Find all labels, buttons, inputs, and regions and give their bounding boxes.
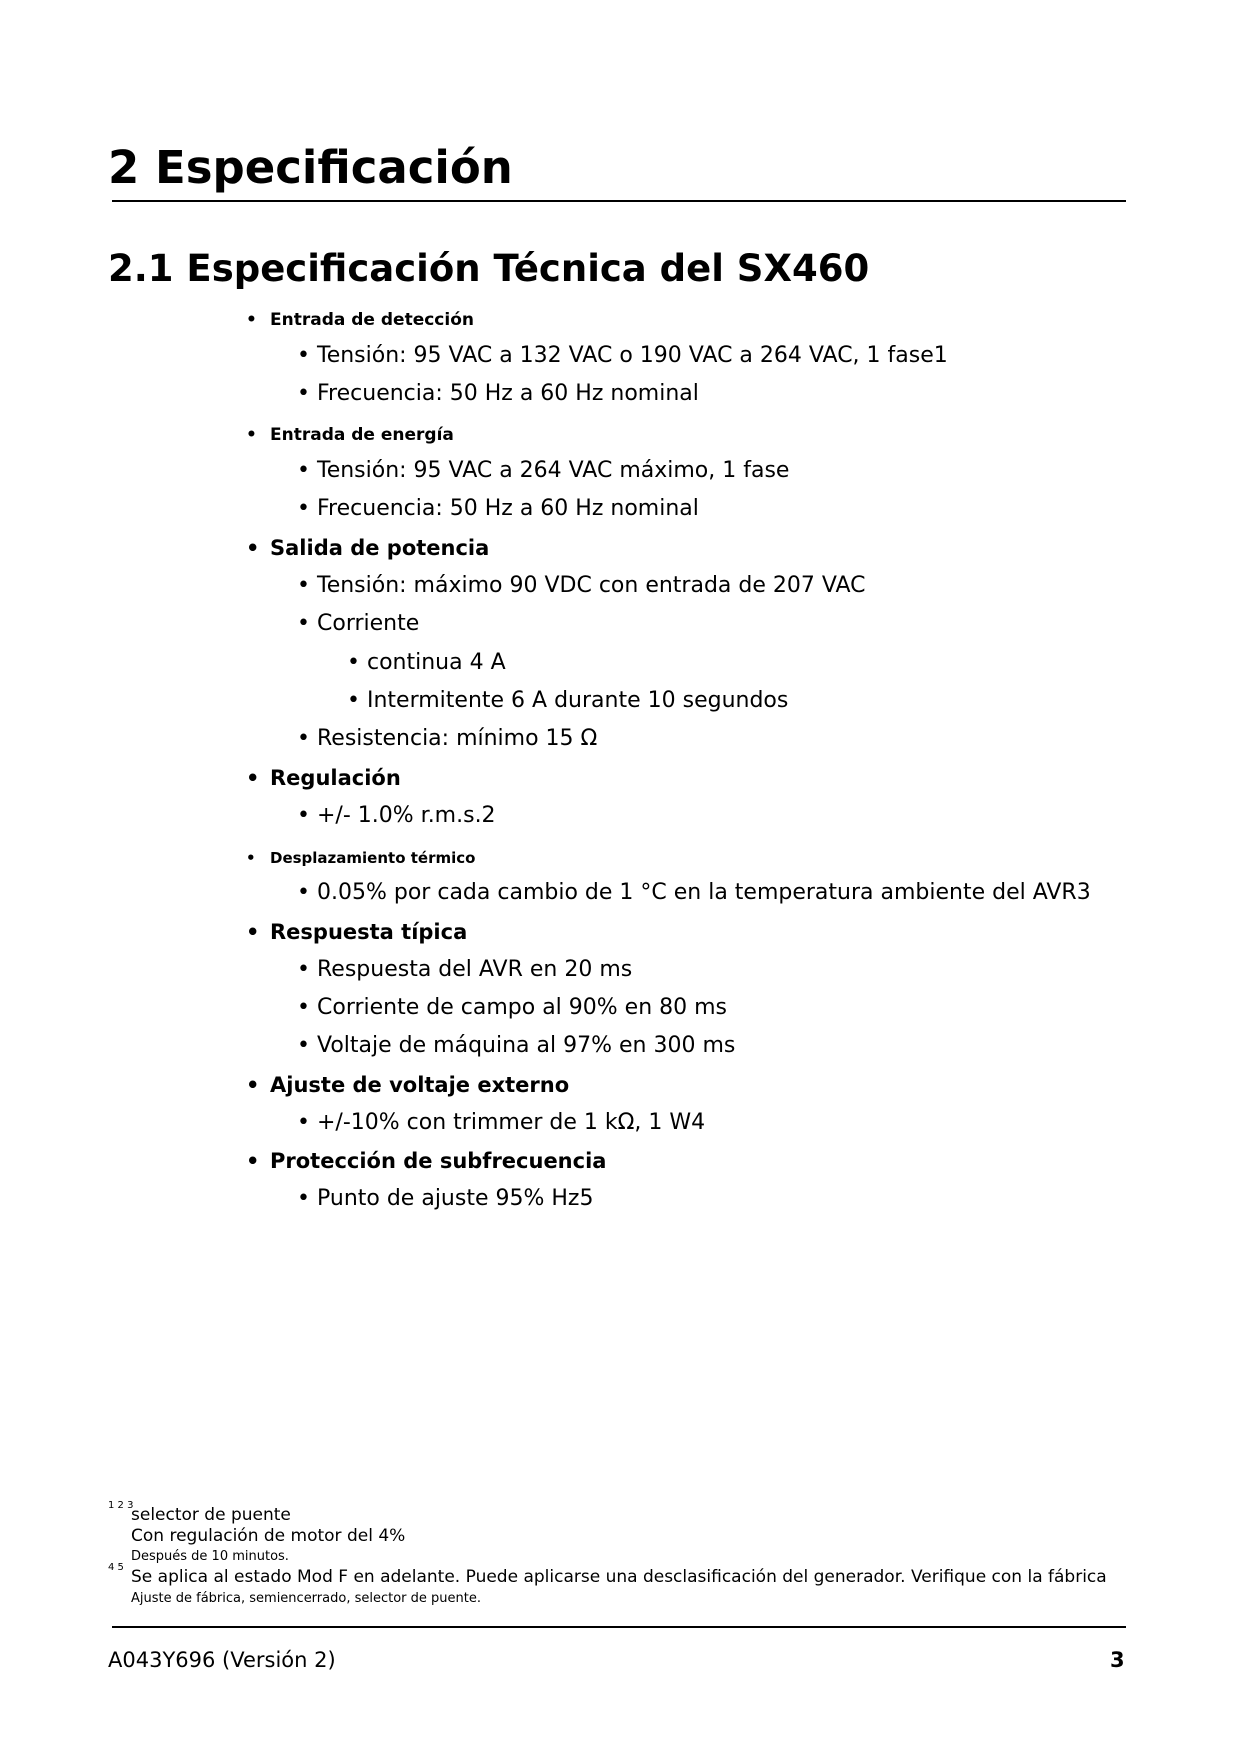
section-title: 2.1 Especificación Técnica del SX460 — [108, 247, 870, 290]
spec-subitem: • Intermitente 6 A durante 10 segundos — [347, 688, 789, 713]
spec-item: • 0.05% por cada cambio de 1 °C en la temperatura ambiente del AVR3 — [297, 880, 1091, 905]
document-id: A043Y696 (Versión 2) — [108, 1648, 336, 1672]
footnote-text: Con regulación de motor del 4% — [131, 1526, 406, 1546]
footnote-text: selector de puente — [131, 1505, 291, 1525]
spec-item: • +/-10% con trimmer de 1 kΩ, 1 W4 — [297, 1110, 706, 1135]
spec-item: • +/- 1.0% r.m.s.2 — [297, 803, 496, 828]
chapter-divider — [112, 200, 1126, 202]
footer-divider — [112, 1626, 1126, 1628]
spec-item: • Corriente de campo al 90% en 80 ms — [297, 995, 728, 1020]
page-number: 3 — [1110, 1648, 1125, 1672]
spec-heading: • Salida de potencia — [246, 536, 490, 560]
footnote-text: Después de 10 minutos. — [131, 1549, 289, 1564]
spec-item: • Tensión: 95 VAC a 264 VAC máximo, 1 fase — [297, 458, 790, 483]
spec-heading: • Protección de subfrecuencia — [246, 1149, 607, 1173]
spec-item: • Resistencia: mínimo 15 Ω — [297, 726, 598, 751]
spec-subitem: • continua 4 A — [347, 650, 506, 675]
spec-heading: • Respuesta típica — [246, 920, 468, 944]
chapter-title: 2 Especificación — [108, 141, 513, 194]
spec-heading: • Desplazamiento térmico — [246, 849, 476, 867]
spec-item: • Tensión: 95 VAC a 132 VAC o 190 VAC a 264 VAC, 1 fase1 — [297, 343, 948, 368]
spec-item: • Frecuencia: 50 Hz a 60 Hz nominal — [297, 496, 699, 521]
footnote-text: Se aplica al estado Mod F en adelante. Puede aplicarse una desclasificación del generador. Verifique con la fábrica — [131, 1567, 1107, 1587]
spec-item: • Voltaje de máquina al 97% en 300 ms — [297, 1033, 736, 1058]
spec-item: • Punto de ajuste 95% Hz5 — [297, 1186, 594, 1211]
spec-item: • Corriente — [297, 611, 420, 636]
spec-item: • Tensión: máximo 90 VDC con entrada de 207 VAC — [297, 573, 866, 598]
spec-heading: • Regulación — [246, 766, 401, 790]
spec-heading: • Entrada de detección — [246, 310, 474, 330]
spec-heading: • Ajuste de voltaje externo — [246, 1073, 570, 1097]
spec-heading: • Entrada de energía — [246, 425, 454, 445]
footnote-marks: 4 5 — [108, 1562, 124, 1573]
footnote-text: Ajuste de fábrica, semiencerrado, selector de puente. — [131, 1591, 481, 1606]
footnote-marks: 1 2 3 — [108, 1500, 134, 1511]
spec-item: • Frecuencia: 50 Hz a 60 Hz nominal — [297, 381, 699, 406]
spec-item: • Respuesta del AVR en 20 ms — [297, 957, 633, 982]
